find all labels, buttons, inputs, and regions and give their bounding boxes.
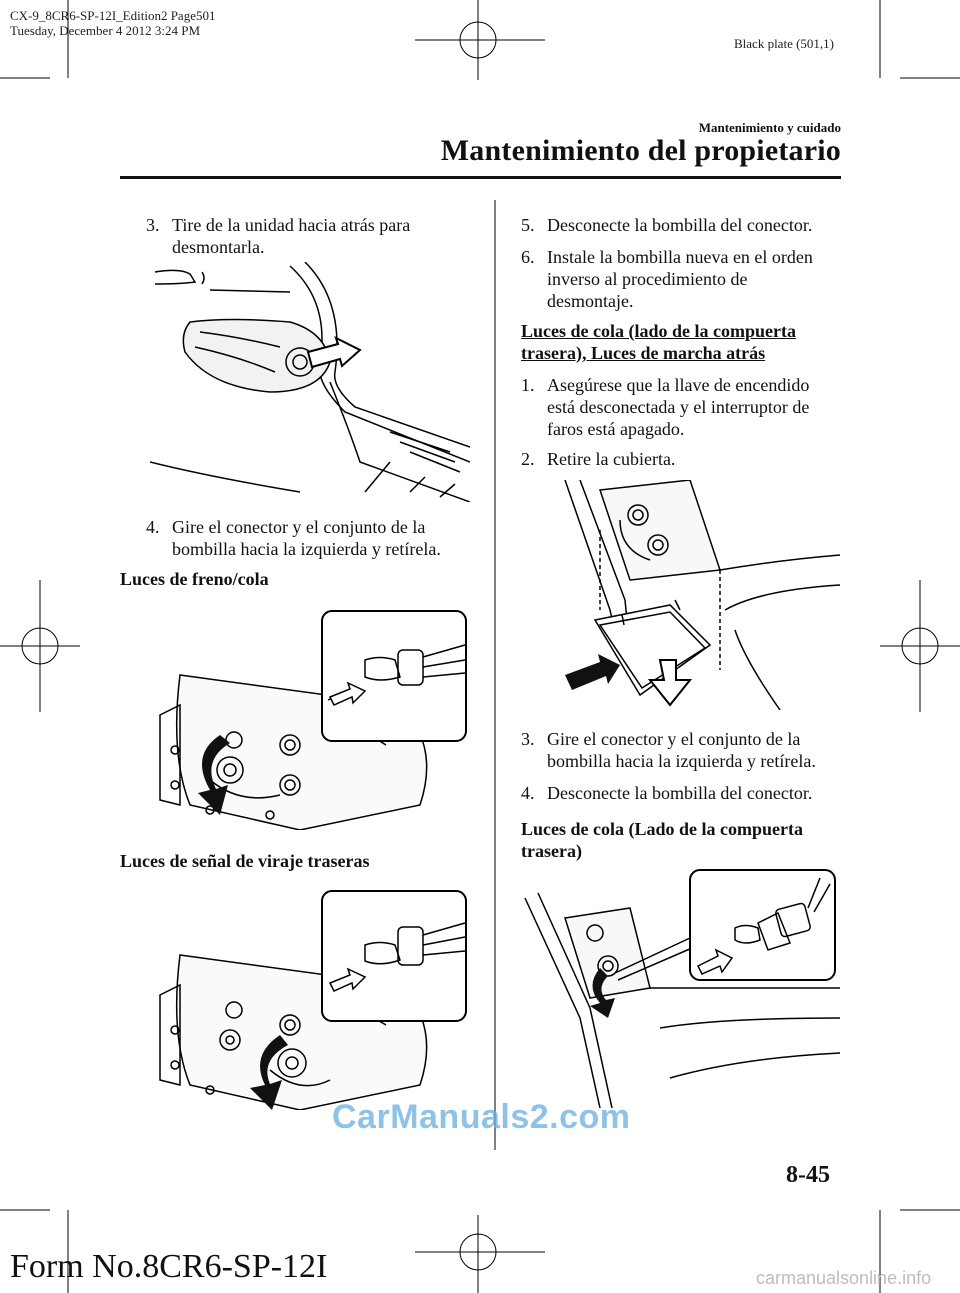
- figure-turn-bulb: [150, 885, 470, 1110]
- heading-tail-liftgate-2: trasera): [521, 841, 582, 861]
- figure-remove-cover: [560, 480, 840, 710]
- print-job-line-1: CX-9_8CR6-SP-12I_Edition2 Page501: [10, 8, 216, 23]
- step-number: 4.: [521, 783, 535, 803]
- step-text: Gire el conector y el conjunto de la: [172, 517, 426, 537]
- step-number: 2.: [521, 449, 535, 469]
- heading-liftgate-1: Luces de cola (lado de la compuerta: [521, 321, 796, 341]
- step-text: Instale la bombilla nueva en el orden: [547, 247, 813, 267]
- step-text-cont: faros está apagado.: [547, 419, 685, 439]
- step-text: Gire el conector y el conjunto de la: [547, 729, 801, 749]
- step-number: 3.: [146, 215, 160, 235]
- step-text: Tire de la unidad hacia atrás para: [172, 215, 411, 235]
- watermark-right: carmanualsonline.info: [756, 1268, 932, 1288]
- step-6-right: [521, 246, 851, 312]
- heading-liftgate-2: trasera), Luces de marcha atrás: [521, 343, 766, 363]
- step-number: 3.: [521, 729, 535, 749]
- section-subtitle: Mantenimiento y cuidado: [698, 120, 841, 135]
- step-4-left: [146, 516, 486, 560]
- step-text-cont: bombilla hacia la izquierda y retírela.: [172, 539, 441, 559]
- step-number: 6.: [521, 247, 535, 267]
- figure-tail-liftgate-bulb: [520, 868, 840, 1108]
- figure-pull-unit: [150, 262, 470, 502]
- form-number: Form No.8CR6-SP-12I: [10, 1248, 328, 1285]
- page-number: 8-45: [786, 1162, 830, 1188]
- step-text-cont: inverso al procedimiento de: [547, 269, 748, 289]
- step-number: 5.: [521, 215, 535, 235]
- step-5-right: [521, 214, 851, 236]
- step-text-cont: está desconectada y el interruptor de: [547, 397, 810, 417]
- step-text: Retire la cubierta.: [547, 449, 676, 469]
- heading-tail-liftgate-1: Luces de cola (Lado de la compuerta: [521, 819, 803, 839]
- step-number: 4.: [146, 517, 160, 537]
- section-title: Mantenimiento del propietario: [440, 134, 841, 167]
- heading-turn-signal: Luces de señal de viraje traseras: [120, 851, 370, 871]
- print-job-line-2: Tuesday, December 4 2012 3:24 PM: [10, 23, 201, 38]
- step-number: 1.: [521, 375, 535, 395]
- step-text: Desconecte la bombilla del conector.: [547, 783, 813, 803]
- step-1-right: [521, 374, 851, 440]
- step-text-cont: bombilla hacia la izquierda y retírela.: [547, 751, 816, 771]
- plate-label: Black plate (501,1): [734, 36, 834, 51]
- figure-brake-bulb: [150, 605, 470, 830]
- step-3-right: [521, 728, 851, 772]
- step-text-cont: desmontaje.: [547, 291, 634, 311]
- watermark-left: CarManuals2.com: [332, 1098, 631, 1136]
- heading-brake-tail: Luces de freno/cola: [120, 569, 269, 589]
- step-3-left: [146, 214, 486, 258]
- step-text-cont: desmontarla.: [172, 237, 265, 257]
- step-text: Asegúrese que la llave de encendido: [547, 375, 810, 395]
- step-2-right: [521, 448, 851, 470]
- section-rule: [120, 176, 841, 179]
- step-4-right: [521, 782, 851, 804]
- step-text: Desconecte la bombilla del conector.: [547, 215, 813, 235]
